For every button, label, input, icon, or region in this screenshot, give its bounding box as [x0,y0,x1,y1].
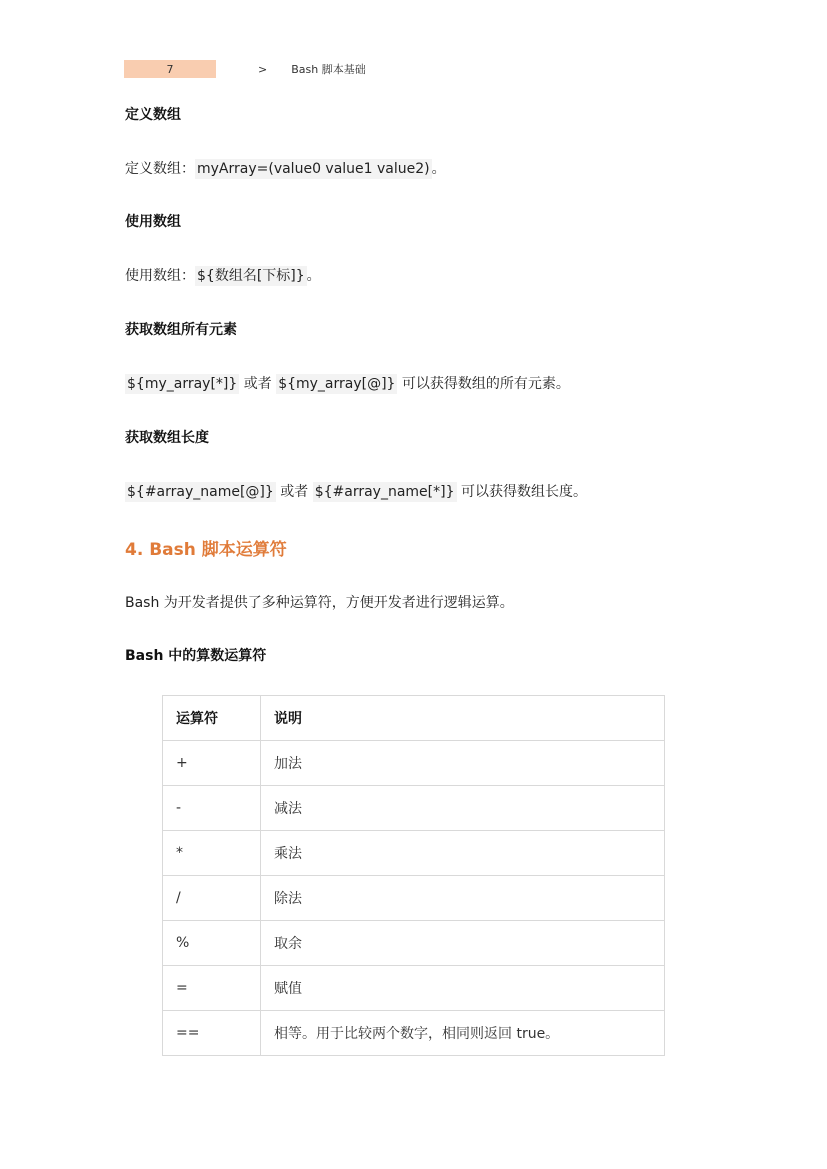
operator-cell: + [163,741,261,786]
code-snippet: ${my_array[@]} [278,376,396,392]
section-intro: Bash 为开发者提供了多种运算符，方便开发者进行逻辑运算。 [125,595,514,611]
operators-table [162,695,665,1056]
table-row [163,966,665,1011]
column-header: 说明 [261,696,665,741]
label: 使用数组： [125,268,195,284]
connector-text: 或者 [280,484,309,500]
description-cell: 加法 [261,741,665,786]
table-row [163,921,665,966]
operator-cell: / [163,876,261,921]
table-row [163,876,665,921]
suffix: 。 [431,161,446,177]
suffix: 可以获得数组长度。 [460,484,587,500]
section-title: 4. Bash 脚本运算符 [125,540,287,560]
table-row [163,1011,665,1056]
description-cell: 乘法 [261,831,665,876]
code-snippet: ${my_array[*]} [127,376,238,392]
table-row [163,786,665,831]
code-snippet: ${#array_name[@]} [127,484,274,500]
table-row [163,831,665,876]
suffix: 。 [306,268,321,284]
heading-all-elements: 获取数组所有元素 [125,322,237,338]
description-cell: 减法 [261,786,665,831]
page-header [124,60,366,78]
paragraph-use-array [125,265,321,285]
code-snippet: ${数组名[下标]} [197,268,305,284]
description-cell: 相等。用于比较两个数字，相同则返回 true。 [261,1011,665,1056]
operator-cell: * [163,831,261,876]
heading-use-array: 使用数组 [125,214,181,230]
operator-cell: == [163,1011,261,1056]
operator-cell: = [163,966,261,1011]
description-cell: 除法 [261,876,665,921]
label: 定义数组： [125,161,195,177]
operator-cell: - [163,786,261,831]
table-row [163,741,665,786]
paragraph-define-array [125,158,446,178]
description-cell: 取余 [261,921,665,966]
description-cell: 赋值 [261,966,665,1011]
column-header: 运算符 [163,696,261,741]
code-snippet: myArray=(value0 value1 value2) [197,161,430,177]
code-snippet: ${#array_name[*]} [314,484,455,500]
paragraph-all-elements [125,373,570,393]
suffix: 可以获得数组的所有元素。 [401,376,570,392]
operator-cell: % [163,921,261,966]
breadcrumb: Bash 脚本基础 [291,63,366,76]
heading-define-array: 定义数组 [125,107,181,123]
page-number: 7 [124,60,216,78]
table-header-row [163,696,665,741]
connector-text: 或者 [243,376,272,392]
subheading-arithmetic: Bash 中的算数运算符 [125,648,267,664]
paragraph-array-length [125,481,587,501]
breadcrumb-separator: > [258,62,268,76]
heading-array-length: 获取数组长度 [125,430,209,446]
